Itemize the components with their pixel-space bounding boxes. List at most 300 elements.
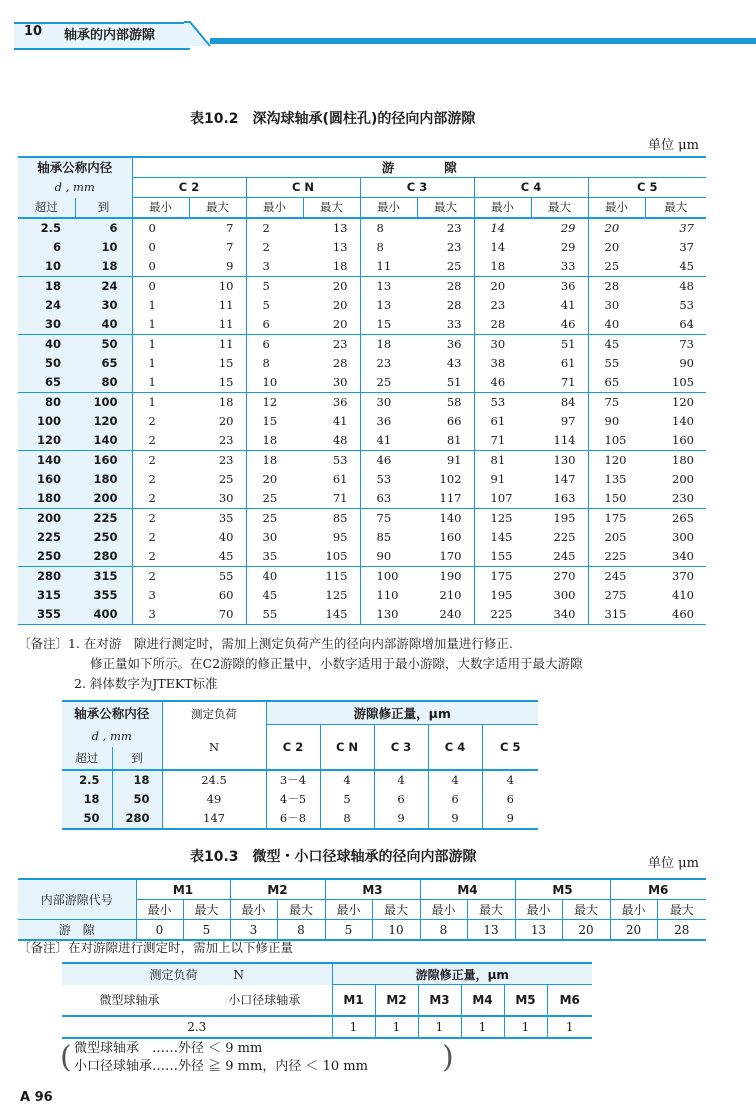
t2-head-to: 到 — [112, 747, 162, 770]
t3-max: 最大 — [467, 900, 515, 920]
cell-value: 1 — [375, 1016, 418, 1038]
t2-head-load-label: 测定负荷 — [191, 707, 237, 721]
cell-dim-to: 18 — [75, 257, 132, 277]
cell-value: 51 — [417, 373, 474, 393]
cell-dim: 280 — [112, 809, 162, 829]
cell-value: 20 — [490, 279, 506, 293]
cell-dim-to: 6 — [75, 218, 132, 238]
t1-class-c3: C 3 — [360, 178, 474, 198]
cell-value: 90 — [604, 414, 620, 428]
cell-value: 13 — [376, 279, 392, 293]
table-10-2-title: 表10.2 深沟球轴承(圆柱孔)的径向内部游隙 — [190, 111, 476, 127]
t1-min: 最小 — [246, 198, 303, 219]
cell-dim-to: 315 — [75, 567, 132, 587]
t3-row-label: 游 隙 — [18, 920, 136, 941]
cell-value: 107 — [474, 489, 531, 509]
chapter-title: 轴承的内部游隙 — [64, 28, 156, 43]
table-10-3-unit: 单位 μm — [648, 856, 699, 871]
t2-head-load — [162, 701, 266, 770]
cell-value: 130 — [360, 605, 417, 625]
cell-value: 270 — [531, 567, 588, 587]
cell-value: 64 — [645, 315, 706, 335]
notes-prefix: 〔备注〕 — [18, 636, 69, 651]
cell-value: 147 — [162, 809, 266, 829]
cell-value: 23 — [490, 298, 506, 312]
cell-value: 41 — [303, 412, 360, 431]
t2-class-c2: C 2 — [266, 725, 320, 770]
t3-class-m2: M2 — [230, 879, 325, 900]
table-row — [18, 393, 706, 413]
cell-value: 20 — [610, 920, 657, 941]
cell-value: 13 — [467, 920, 515, 941]
cell-value: 2 — [262, 221, 270, 235]
cell-value: 3－4 — [266, 770, 320, 790]
t2-class-c3: C 3 — [374, 725, 428, 770]
cell-value: 10 — [246, 373, 303, 393]
t2-class-c4: C 4 — [428, 725, 482, 770]
cell-value: 35 — [189, 509, 246, 529]
table-row — [18, 354, 706, 373]
cell-value: 36 — [376, 414, 392, 428]
cell-value: 105 — [303, 547, 360, 567]
cell-value: 71 — [303, 489, 360, 509]
cell-value: 370 — [672, 569, 694, 583]
cell-value: 9 — [189, 257, 246, 277]
cell-value: 41 — [531, 296, 588, 315]
cell-value: 4－5 — [266, 790, 320, 809]
cell-value: 6 — [246, 315, 303, 335]
cell-value: 45 — [189, 547, 246, 567]
cell-value: 61 — [531, 354, 588, 373]
cell-value: 37 — [679, 240, 694, 254]
cell-value: 1 — [148, 395, 156, 409]
cell-dim-over: 315 — [18, 586, 75, 605]
cell-value: 4 — [506, 773, 514, 787]
table-row — [18, 567, 706, 587]
cell-value: 120 — [672, 395, 694, 409]
cell-value: 5 — [262, 279, 270, 293]
cell-dim-to: 280 — [75, 547, 132, 567]
cell-dim-over: 355 — [18, 605, 75, 625]
cell-value: 2 — [132, 431, 189, 451]
cell-value: 30 — [604, 298, 620, 312]
cell-dim: 50 — [62, 809, 112, 829]
table-row — [18, 412, 706, 431]
cell-value: 13 — [376, 298, 392, 312]
cell-value: 9 — [506, 811, 514, 825]
cell-value: 117 — [417, 489, 474, 509]
cell-value: 35 — [246, 547, 303, 567]
cell-dim-to: 180 — [75, 470, 132, 489]
cell-value: 29 — [531, 238, 588, 257]
t1-max: 最大 — [417, 198, 474, 219]
cell-value: 195 — [490, 588, 513, 602]
table-row — [18, 296, 706, 315]
cell-value: 33 — [417, 315, 474, 335]
t3-head-code: 内部游隙代号 — [18, 879, 136, 920]
note-line-1: 1. 在对游 隙进行测定时，需加上测定负荷产生的径向内部游隙增加量进行修正. — [68, 636, 513, 651]
cell-value: 110 — [376, 588, 399, 602]
table-row — [62, 770, 538, 790]
cell-value: 7 — [189, 238, 246, 257]
t3-class-m1: M1 — [136, 879, 230, 900]
cell-value: 410 — [672, 588, 694, 602]
cell-value: 2 — [148, 472, 156, 486]
cell-value: 13 — [515, 920, 562, 941]
cell-dim-over: 100 — [18, 412, 75, 431]
cell-value: 61 — [490, 414, 506, 428]
cell-value: 23 — [417, 218, 474, 238]
cell-dim-to: 50 — [75, 335, 132, 355]
cell-value: 2 — [262, 240, 270, 254]
cell-value: 12 — [262, 395, 278, 409]
cell-value: 6 — [428, 790, 482, 809]
cell-value: 2 — [148, 569, 156, 583]
table-row — [18, 218, 706, 238]
cell-dim-to: 30 — [75, 296, 132, 315]
cell-value: 37 — [679, 221, 694, 235]
cell-value: 225 — [588, 547, 645, 567]
cell-dim: 2.5 — [62, 770, 112, 790]
t4-class-m4: M4 — [461, 985, 504, 1016]
cell-value: 53 — [303, 451, 360, 471]
cell-value: 1 — [565, 1019, 574, 1034]
cell-dim-to: 355 — [75, 586, 132, 605]
cell-value: 175 — [490, 569, 513, 583]
t1-head-dim: 轴承公称内径 — [18, 157, 132, 178]
cell-value: 14 — [490, 221, 506, 235]
t4-head-load: 测定负荷 N — [62, 963, 332, 985]
cell-value: 3 — [246, 257, 303, 277]
cell-value: 10 — [189, 277, 246, 297]
t4-class-m6: M6 — [559, 992, 580, 1007]
table-row — [18, 373, 706, 393]
cell-value: 23 — [303, 335, 360, 355]
table-row — [18, 257, 706, 277]
cell-value: 155 — [474, 547, 531, 567]
cell-dim-over: 160 — [18, 470, 75, 489]
header-rule — [210, 38, 756, 44]
cell-value: 91 — [490, 472, 506, 486]
cell-value: 66 — [417, 412, 474, 431]
cell-value: 275 — [604, 588, 627, 602]
t3-min: 最小 — [515, 900, 562, 920]
cell-value: 300 — [672, 530, 694, 544]
cell-value: 85 — [376, 530, 392, 544]
cell-value: 205 — [604, 530, 627, 544]
cell-value: 45 — [262, 588, 278, 602]
table-row — [18, 451, 706, 471]
note-10-3-line-1: 在对游隙进行测定时，需加上以下修正量 — [68, 940, 294, 955]
cell-value: 300 — [531, 586, 588, 605]
cell-value: 140 — [417, 509, 474, 529]
bracket-line-2: 小口径球轴承……外径 ≧ 9 mm，内径 ＜ 10 mm — [74, 1059, 368, 1074]
note-line-3: 2. 斜体数字为JTEKT标准 — [74, 676, 218, 691]
t3-min: 最小 — [610, 900, 657, 920]
cell-value: 11 — [189, 335, 246, 355]
cell-value: 55 — [189, 567, 246, 587]
cell-value: 6－8 — [266, 809, 320, 829]
cell-value: 85 — [303, 509, 360, 529]
cell-value: 20 — [604, 240, 620, 254]
cell-value: 245 — [604, 569, 627, 583]
cell-value: 90 — [679, 356, 694, 370]
cell-dim-over: 2.5 — [18, 218, 75, 238]
cell-dim-over: 40 — [18, 335, 75, 355]
t4-sub-small: 小口径球轴承 — [197, 985, 332, 1016]
bracket-note — [60, 1040, 454, 1076]
cell-value: 1 — [132, 315, 189, 335]
t2-class-cn: C N — [320, 725, 374, 770]
cell-value: 245 — [531, 547, 588, 567]
cell-dim-over: 280 — [18, 567, 75, 587]
t4-head-corr: 游隙修正量，μm — [332, 963, 592, 985]
cell-value: 7 — [189, 218, 246, 238]
cell-dim-over: 225 — [18, 528, 75, 547]
cell-value: 102 — [417, 470, 474, 489]
cell-value: 230 — [645, 489, 706, 509]
table-row — [18, 277, 706, 297]
t3-min: 最小 — [325, 900, 372, 920]
t1-max: 最大 — [531, 198, 588, 219]
cell-value: 225 — [531, 528, 588, 547]
cell-value: 9 — [374, 809, 428, 829]
cell-value: 2 — [132, 547, 189, 567]
table-row — [18, 547, 706, 567]
cell-value: 25 — [189, 470, 246, 489]
cell-value: 125 — [490, 511, 513, 525]
cell-value: 46 — [531, 315, 588, 335]
t1-subhead-row — [18, 198, 706, 219]
table-row — [18, 586, 706, 605]
cell-value: 55 — [604, 356, 620, 370]
notes-10-3 — [18, 938, 293, 958]
cell-value: 1 — [418, 1016, 461, 1038]
cell-dim-over: 250 — [18, 547, 75, 567]
cell-value: 58 — [417, 393, 474, 413]
cell-value: 28 — [604, 279, 620, 293]
cell-value: 0 — [148, 221, 156, 235]
cell-value: 1 — [148, 356, 156, 370]
cell-value: 460 — [645, 605, 706, 625]
t3-max: 最大 — [669, 903, 694, 917]
t4-class-m2: M2 — [375, 985, 418, 1016]
cell-value: 0 — [132, 257, 189, 277]
cell-dim-over: 200 — [18, 509, 75, 529]
cell-value: 30 — [189, 489, 246, 509]
cell-value: 30 — [376, 395, 392, 409]
cell-value: 315 — [588, 605, 645, 625]
t2-head-dim: 轴承公称内径 — [62, 701, 162, 725]
cell-value: 91 — [417, 451, 474, 471]
t4-load-value: 2.3 — [62, 1016, 332, 1038]
t2-head-over: 超过 — [62, 747, 112, 770]
cell-value: 1 — [504, 1016, 547, 1038]
notes-prefix: 〔备注〕 — [18, 940, 69, 955]
t3-max: 最大 — [277, 900, 325, 920]
cell-dim-over: 120 — [18, 431, 75, 451]
table-row — [18, 431, 706, 451]
table-row — [18, 605, 706, 625]
cell-value: 18 — [246, 431, 303, 451]
cell-value: 120 — [604, 453, 627, 467]
cell-value: 25 — [360, 373, 417, 393]
cell-value: 195 — [531, 509, 588, 529]
cell-value: 2 — [132, 489, 189, 509]
cell-value: 9 — [428, 809, 482, 829]
cell-value: 0 — [148, 279, 156, 293]
cell-value: 105 — [645, 373, 706, 393]
cell-value: 5 — [262, 298, 270, 312]
cell-value: 53 — [490, 395, 506, 409]
cell-dim-to: 80 — [75, 373, 132, 393]
table-row — [18, 528, 706, 547]
cell-value: 20 — [303, 277, 360, 297]
cell-value: 145 — [303, 605, 360, 625]
t2-head-corr: 游隙修正量，μm — [266, 701, 538, 725]
cell-value: 45 — [645, 257, 706, 277]
cell-value: 95 — [303, 528, 360, 547]
cell-value: 180 — [672, 453, 694, 467]
cell-value: 51 — [531, 335, 588, 355]
cell-dim-to: 120 — [75, 412, 132, 431]
cell-value: 147 — [531, 470, 588, 489]
cell-value: 25 — [417, 257, 474, 277]
cell-value: 65 — [588, 373, 645, 393]
bracket-line-1: 微型球轴承 ……外径 ＜ 9 mm — [74, 1041, 263, 1056]
cell-value: 265 — [672, 511, 694, 525]
cell-value: 145 — [490, 530, 513, 544]
cell-value: 46 — [474, 373, 531, 393]
t1-head-clearance: 游 隙 — [132, 157, 706, 178]
cell-value: 40 — [262, 569, 278, 583]
t1-min: 最小 — [360, 198, 417, 219]
cell-dim-over: 18 — [18, 277, 75, 297]
t1-max: 最大 — [303, 198, 360, 219]
t1-head-over: 超过 — [18, 198, 75, 219]
table-row — [62, 790, 538, 809]
cell-value: 175 — [604, 511, 627, 525]
cell-value: 3 — [148, 588, 156, 602]
cell-value: 81 — [417, 431, 474, 451]
t3-max: 最大 — [372, 900, 420, 920]
cell-value: 125 — [303, 586, 360, 605]
cell-value: 73 — [679, 337, 694, 351]
cell-value: 11 — [189, 296, 246, 315]
t1-class-c2: C 2 — [132, 178, 246, 198]
cell-value: 28 — [417, 296, 474, 315]
cell-dim-to: 100 — [75, 393, 132, 413]
table-row — [62, 809, 538, 829]
cell-value: 225 — [474, 605, 531, 625]
cell-value: 36 — [417, 335, 474, 355]
cell-value: 48 — [679, 279, 694, 293]
cell-value: 53 — [376, 472, 392, 486]
t2-class-c5: C 5 — [482, 725, 538, 770]
cell-value: 18 — [303, 257, 360, 277]
cell-value: 25 — [262, 511, 278, 525]
cell-dim-to: 400 — [75, 605, 132, 625]
cell-value: 115 — [303, 567, 360, 587]
cell-value: 210 — [417, 586, 474, 605]
cell-value: 135 — [604, 472, 627, 486]
cell-value: 41 — [360, 431, 417, 451]
t3-class-m4: M4 — [420, 879, 515, 900]
cell-dim-over: 140 — [18, 451, 75, 471]
notes-10-2 — [18, 634, 583, 694]
note-line-2: 修正量如下所示。在C2游隙的修正量中，小数字适用于最小游隙，大数字适用于最大游隙 — [90, 656, 583, 671]
t1-head-dim-sub: d , mm — [18, 178, 132, 198]
table-row — [18, 315, 706, 335]
cell-value: 25 — [588, 257, 645, 277]
cell-value: 15 — [189, 354, 246, 373]
cell-value: 45 — [604, 337, 620, 351]
cell-value: 2 — [148, 511, 156, 525]
cell-value: 8 — [320, 809, 374, 829]
cell-value: 3 — [132, 605, 189, 625]
cell-value: 130 — [531, 451, 588, 471]
cell-value: 4 — [428, 770, 482, 790]
cell-value: 20 — [562, 920, 610, 941]
cell-value: 11 — [360, 257, 417, 277]
cell-dim-to: 250 — [75, 528, 132, 547]
cell-value: 160 — [645, 431, 706, 451]
cell-dim-to: 10 — [75, 238, 132, 257]
cell-value: 28 — [303, 354, 360, 373]
cell-value: 150 — [588, 489, 645, 509]
t1-class-c4: C 4 — [474, 178, 588, 198]
cell-value: 15 — [189, 373, 246, 393]
t3-class-m5: M5 — [515, 879, 610, 900]
cell-value: 46 — [376, 453, 392, 467]
cell-value: 61 — [303, 470, 360, 489]
cell-dim: 18 — [62, 790, 112, 809]
cell-value: 140 — [672, 414, 694, 428]
table-10-3-title: 表10.3 微型・小口径球轴承的径向内部游隙 — [190, 849, 477, 865]
t3-max: 最大 — [562, 900, 610, 920]
cell-value: 71 — [531, 373, 588, 393]
cell-dim-over: 24 — [18, 296, 75, 315]
correction-table-2 — [62, 962, 592, 1039]
cell-value: 340 — [531, 605, 588, 625]
cell-value: 75 — [604, 395, 620, 409]
t3-min: 最小 — [230, 900, 277, 920]
cell-value: 90 — [360, 547, 417, 567]
cell-value: 18 — [189, 393, 246, 413]
cell-value: 25 — [246, 489, 303, 509]
t1-max: 最大 — [189, 198, 246, 219]
cell-value: 200 — [672, 472, 694, 486]
cell-dim-to: 140 — [75, 431, 132, 451]
cell-value: 2 — [148, 530, 156, 544]
cell-value: 1 — [148, 337, 156, 351]
cell-dim-over: 6 — [18, 238, 75, 257]
cell-value: 5 — [325, 920, 372, 941]
cell-value: 33 — [531, 257, 588, 277]
chapter-tab-arrow — [184, 20, 214, 50]
cell-value: 53 — [679, 298, 694, 312]
cell-value: 30 — [262, 530, 278, 544]
cell-value: 84 — [531, 393, 588, 413]
t1-class-cn: C N — [246, 178, 360, 198]
cell-value: 10 — [372, 920, 420, 941]
bracket-open: ( — [60, 1040, 72, 1075]
t3-class-m6: M6 — [610, 879, 706, 900]
cell-value: 18 — [376, 337, 392, 351]
table-row — [18, 335, 706, 355]
cell-value: 8 — [376, 221, 384, 235]
cell-value: 2 — [148, 453, 156, 467]
